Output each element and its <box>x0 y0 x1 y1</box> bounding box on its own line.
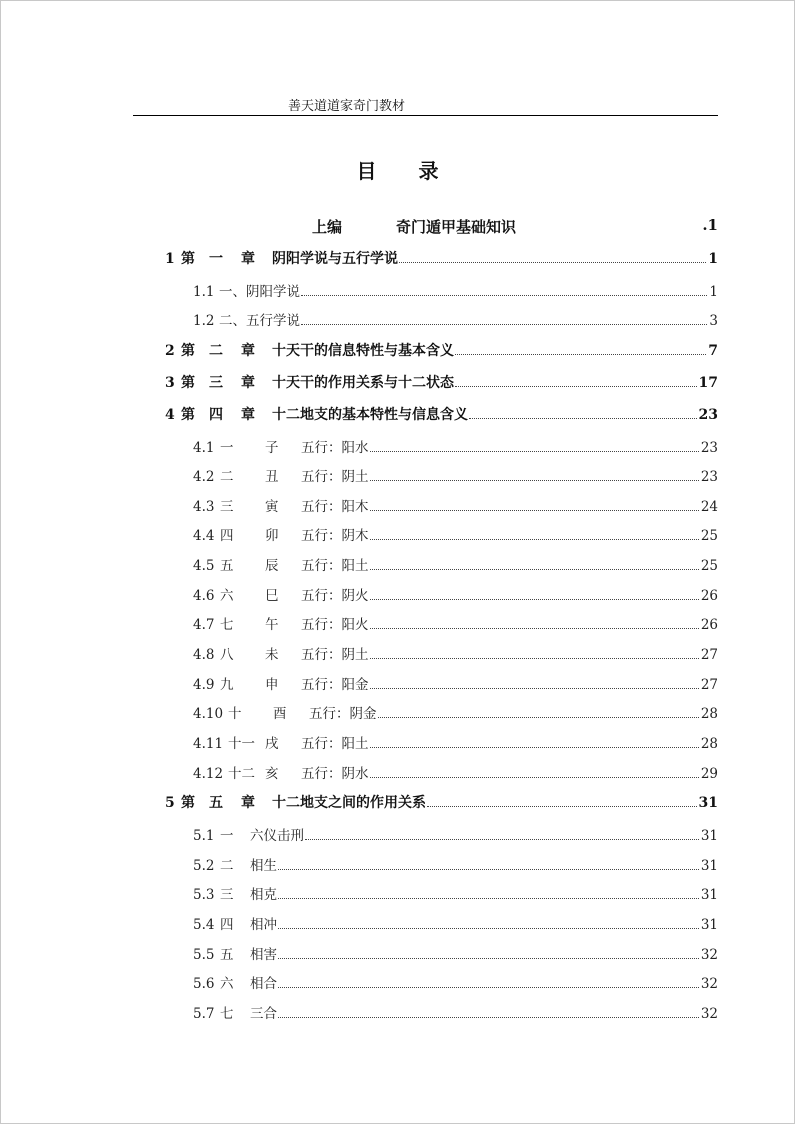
section-number: 4.2 <box>193 469 215 485</box>
branch-index: 一 <box>220 440 234 456</box>
chapter-zhang: 章 <box>241 407 255 423</box>
toc-title <box>0 155 795 184</box>
section-number: 5.4 <box>193 917 215 933</box>
branch-name: 酉 <box>273 706 287 722</box>
relation-index: 一 <box>220 828 234 844</box>
dot-leader <box>370 568 699 570</box>
toc-section-entry[interactable] <box>193 703 718 725</box>
dot-leader <box>278 868 699 870</box>
toc-section-entry[interactable] <box>193 884 718 906</box>
dot-leader <box>378 716 699 718</box>
page-number: 31 <box>700 828 718 844</box>
toc-chapter-entry[interactable] <box>165 248 718 270</box>
page-number: 32 <box>700 947 718 963</box>
running-header: 善天道道家奇门教材 <box>288 99 406 114</box>
page-number: 29 <box>700 766 718 782</box>
branch-index: 十 <box>228 706 242 722</box>
section-number: 4.1 <box>193 440 215 456</box>
branch-name: 辰 <box>265 558 279 574</box>
dot-leader <box>278 1016 699 1018</box>
chapter-ordinal: 五 <box>209 795 223 811</box>
section-number: 5.7 <box>193 1006 215 1022</box>
chapter-number: 1 <box>165 251 175 267</box>
toc-section-entry[interactable] <box>193 281 718 303</box>
branch-name: 丑 <box>265 469 279 485</box>
branch-wuxing: 五行：阴土 <box>301 469 369 485</box>
branch-wuxing: 五行：阴木 <box>301 528 369 544</box>
section-number: 5.6 <box>193 976 215 992</box>
toc-section-entry[interactable] <box>193 466 718 488</box>
toc-section-entry[interactable] <box>193 525 718 547</box>
toc-chapter-entry[interactable] <box>165 372 718 394</box>
section-number: 4.12 <box>193 766 224 782</box>
branch-wuxing: 五行：阳金 <box>301 677 369 693</box>
dot-leader <box>370 657 699 659</box>
dot-leader <box>455 353 706 355</box>
section-number: 4.11 <box>193 736 224 752</box>
page-number: 3 <box>709 313 718 329</box>
toc-title-char-2: 录 <box>418 159 439 183</box>
branch-name: 卯 <box>265 528 279 544</box>
page-number: 25 <box>700 528 718 544</box>
relation-index: 四 <box>220 917 234 933</box>
page-number: 26 <box>700 617 718 633</box>
dot-leader <box>301 323 707 325</box>
branch-index: 四 <box>220 528 234 544</box>
section-number: 4.5 <box>193 558 215 574</box>
dot-leader <box>370 509 699 511</box>
dot-leader <box>370 746 699 748</box>
toc-section-entry[interactable] <box>193 855 718 877</box>
relation-title: 相冲 <box>250 917 277 933</box>
part-label: 上编 <box>312 218 343 236</box>
branch-wuxing: 五行：阴火 <box>301 588 369 604</box>
toc-section-entry[interactable] <box>193 763 718 785</box>
branch-index: 三 <box>220 499 234 515</box>
dot-leader <box>370 450 699 452</box>
branch-name: 寅 <box>265 499 279 515</box>
chapter-di: 第 <box>181 251 195 267</box>
chapter-number: 2 <box>165 343 175 359</box>
page-number: 27 <box>700 647 718 663</box>
chapter-di: 第 <box>181 407 195 423</box>
chapter-di: 第 <box>181 795 195 811</box>
toc-section-entry[interactable] <box>193 944 718 966</box>
section-number: 4.6 <box>193 588 215 604</box>
page-number: 23 <box>700 469 718 485</box>
page-number: 31 <box>700 858 718 874</box>
page-number: 7 <box>708 343 718 359</box>
chapter-title: 十二地支之间的作用关系 <box>272 795 426 811</box>
toc-section-entry[interactable] <box>193 674 718 696</box>
dot-leader <box>370 627 699 629</box>
toc-section-entry[interactable] <box>193 825 718 847</box>
relation-title: 相克 <box>250 887 277 903</box>
part-page-number: .1 <box>702 216 718 234</box>
chapter-ordinal: 三 <box>209 375 223 391</box>
chapter-title: 十二地支的基本特性与信息含义 <box>272 407 468 423</box>
toc-section-entry[interactable] <box>193 614 718 636</box>
page-number: 1 <box>708 251 718 267</box>
dot-leader <box>469 417 697 419</box>
branch-wuxing: 五行：阳土 <box>301 558 369 574</box>
branch-wuxing: 五行：阴金 <box>309 706 377 722</box>
toc-chapter-entry[interactable] <box>165 792 718 814</box>
section-number: 5.3 <box>193 887 215 903</box>
section-number: 4.7 <box>193 617 215 633</box>
branch-index: 二 <box>220 469 234 485</box>
chapter-number: 5 <box>165 795 175 811</box>
toc-section-entry[interactable] <box>193 496 718 518</box>
branch-index: 七 <box>220 617 234 633</box>
section-title: 一、阴阳学说 <box>219 284 300 300</box>
branch-name: 未 <box>265 647 279 663</box>
branch-index: 九 <box>220 677 234 693</box>
relation-index: 二 <box>220 858 234 874</box>
relation-title: 六仪击刑 <box>250 828 304 844</box>
section-number: 5.2 <box>193 858 215 874</box>
relation-title: 相合 <box>250 976 277 992</box>
toc-title-char-1: 目 <box>356 159 377 183</box>
dot-leader <box>370 538 699 540</box>
branch-index: 五 <box>220 558 234 574</box>
relation-index: 七 <box>220 1006 234 1022</box>
section-number: 4.3 <box>193 499 215 515</box>
branch-index: 八 <box>220 647 234 663</box>
dot-leader <box>301 294 707 296</box>
page-number: 28 <box>700 736 718 752</box>
relation-index: 六 <box>220 976 234 992</box>
branch-name: 子 <box>265 440 279 456</box>
chapter-zhang: 章 <box>241 343 255 359</box>
chapter-di: 第 <box>181 375 195 391</box>
branch-wuxing: 五行：阴水 <box>301 766 369 782</box>
dot-leader <box>278 957 699 959</box>
chapter-zhang: 章 <box>241 795 255 811</box>
chapter-ordinal: 二 <box>209 343 223 359</box>
header-rule <box>133 115 718 116</box>
chapter-number: 3 <box>165 375 175 391</box>
section-number: 4.10 <box>193 706 224 722</box>
part-title: 奇门遁甲基础知识 <box>396 218 517 236</box>
chapter-ordinal: 一 <box>209 251 223 267</box>
branch-name: 戌 <box>265 736 279 752</box>
page-number: 27 <box>700 677 718 693</box>
toc-section-entry[interactable] <box>193 310 718 332</box>
dot-leader <box>455 385 697 387</box>
page-number: 1 <box>709 284 718 300</box>
page-number: 28 <box>700 706 718 722</box>
page-number: 23 <box>698 407 718 423</box>
branch-index: 六 <box>220 588 234 604</box>
dot-leader <box>278 927 699 929</box>
relation-title: 相生 <box>250 858 277 874</box>
page-number: 24 <box>700 499 718 515</box>
toc-section-entry[interactable] <box>193 973 718 995</box>
section-number: 4.9 <box>193 677 215 693</box>
page-number: 31 <box>700 917 718 933</box>
dot-leader <box>399 261 706 263</box>
toc-chapter-entry[interactable] <box>165 404 718 426</box>
page-number: 31 <box>698 795 718 811</box>
branch-name: 午 <box>265 617 279 633</box>
section-number: 4.8 <box>193 647 215 663</box>
page-number: 32 <box>700 1006 718 1022</box>
section-number: 1.2 <box>193 313 215 329</box>
page-number: 23 <box>700 440 718 456</box>
relation-title: 相害 <box>250 947 277 963</box>
section-number: 5.5 <box>193 947 215 963</box>
toc-chapter-entry[interactable] <box>165 340 718 362</box>
relation-index: 五 <box>220 947 234 963</box>
page-number: 25 <box>700 558 718 574</box>
dot-leader <box>278 897 699 899</box>
branch-name: 巳 <box>265 588 279 604</box>
branch-wuxing: 五行：阳木 <box>301 499 369 515</box>
section-title: 二、五行学说 <box>219 313 300 329</box>
toc-section-entry[interactable] <box>193 733 718 755</box>
chapter-title: 十天干的信息特性与基本含义 <box>272 343 454 359</box>
branch-name: 申 <box>265 677 279 693</box>
dot-leader <box>278 986 699 988</box>
relation-title: 三合 <box>250 1006 277 1022</box>
page-number: 31 <box>700 887 718 903</box>
chapter-number: 4 <box>165 407 175 423</box>
branch-wuxing: 五行：阳土 <box>301 736 369 752</box>
dot-leader <box>305 838 699 840</box>
dot-leader <box>370 598 699 600</box>
branch-wuxing: 五行：阳火 <box>301 617 369 633</box>
branch-index: 十二 <box>228 766 255 782</box>
toc-section-entry[interactable] <box>193 437 718 459</box>
toc-section-entry[interactable] <box>193 644 718 666</box>
chapter-di: 第 <box>181 343 195 359</box>
chapter-zhang: 章 <box>241 251 255 267</box>
chapter-title: 十天干的作用关系与十二状态 <box>272 375 454 391</box>
chapter-title: 阴阳学说与五行学说 <box>272 251 398 267</box>
branch-index: 十一 <box>228 736 255 752</box>
page-number: 32 <box>700 976 718 992</box>
section-number: 1.1 <box>193 284 215 300</box>
section-number: 5.1 <box>193 828 215 844</box>
branch-name: 亥 <box>265 766 279 782</box>
dot-leader <box>370 479 699 481</box>
page-number: 26 <box>700 588 718 604</box>
section-number: 4.4 <box>193 528 215 544</box>
page-number: 17 <box>698 375 718 391</box>
toc-section-entry[interactable] <box>193 914 718 936</box>
dot-leader <box>427 805 697 807</box>
branch-wuxing: 五行：阴土 <box>301 647 369 663</box>
chapter-zhang: 章 <box>241 375 255 391</box>
dot-leader <box>370 687 699 689</box>
toc-section-entry[interactable] <box>193 585 718 607</box>
relation-index: 三 <box>220 887 234 903</box>
dot-leader <box>370 776 699 778</box>
branch-wuxing: 五行：阳水 <box>301 440 369 456</box>
chapter-ordinal: 四 <box>209 407 223 423</box>
toc-section-entry[interactable] <box>193 555 718 577</box>
toc-section-entry[interactable] <box>193 1003 718 1025</box>
